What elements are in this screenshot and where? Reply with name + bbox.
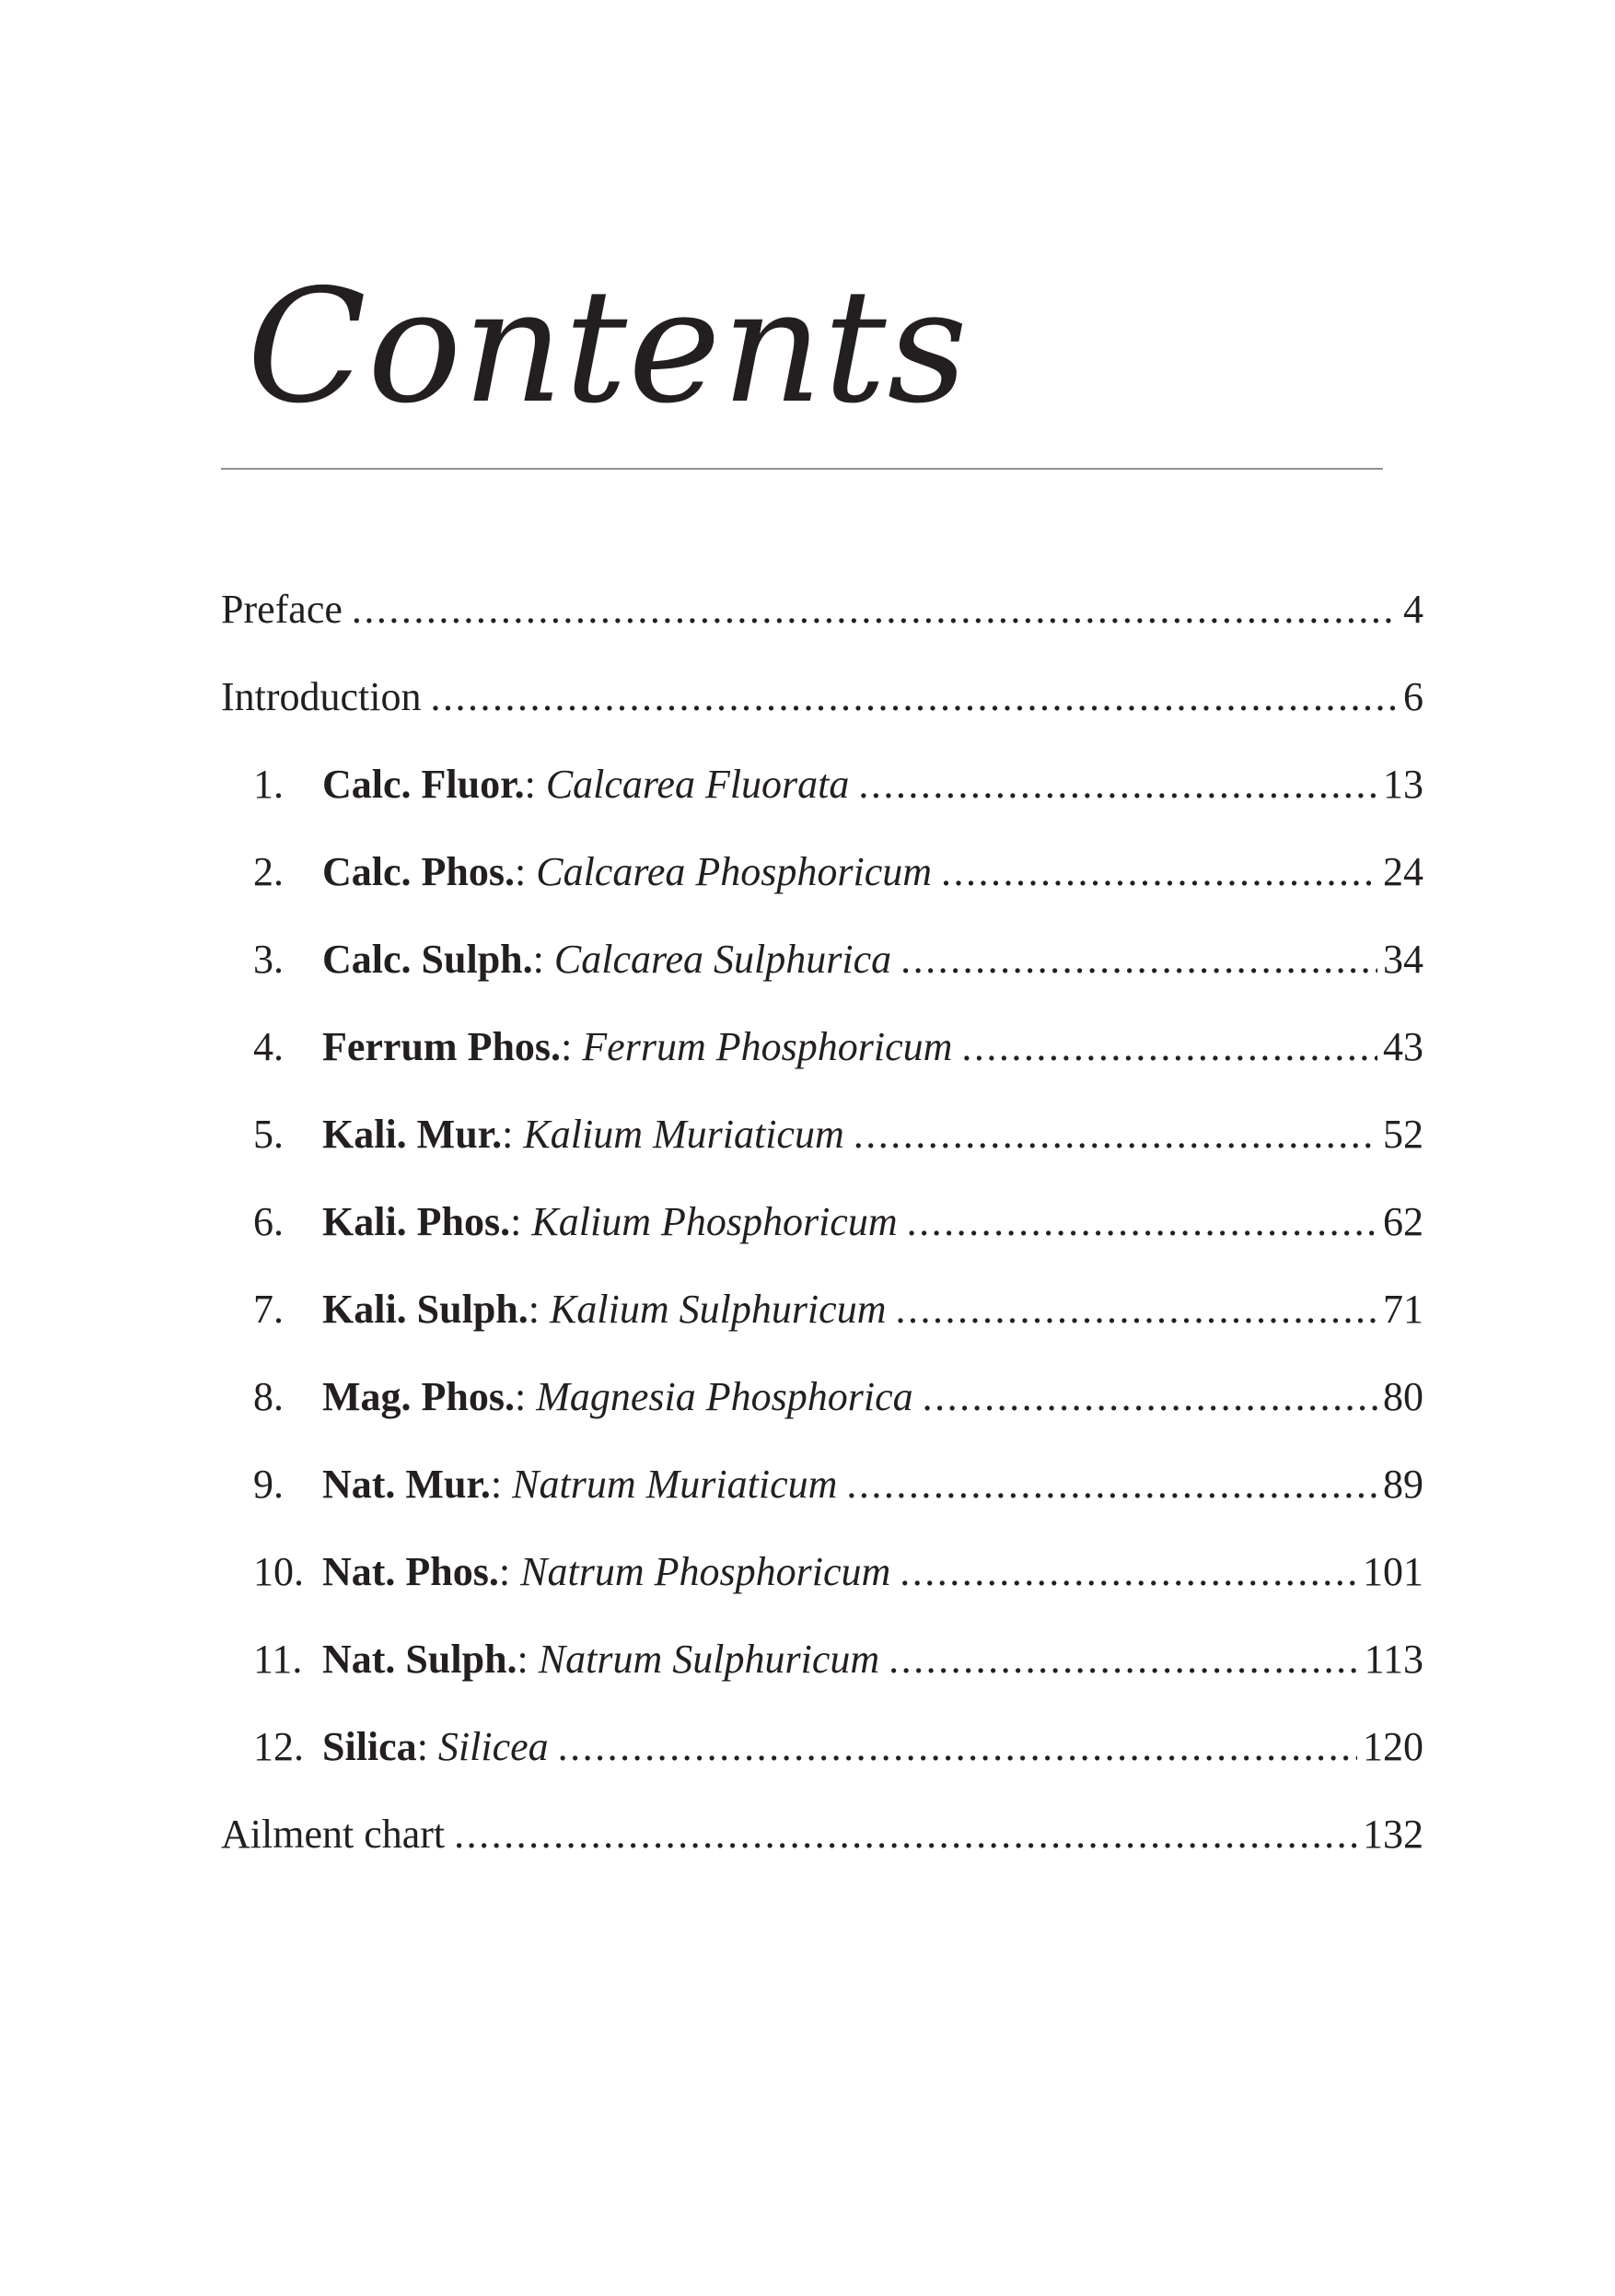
chapter-full-name: Kalium Phosphoricum	[531, 1199, 898, 1244]
toc-page-number: 80	[1383, 1374, 1423, 1419]
chapter-number: 3.	[253, 937, 284, 982]
chapter-abbreviation: Kali. Phos.	[322, 1199, 511, 1244]
toc-page-number: 120	[1363, 1724, 1423, 1769]
toc-page-number: 4	[1403, 587, 1423, 632]
toc-page-number: 6	[1403, 674, 1423, 719]
toc-chapter-3[interactable]	[221, 936, 1423, 1023]
dot-leader	[431, 673, 1398, 720]
chapter-number: 8.	[253, 1374, 284, 1419]
toc-chapter-4[interactable]	[221, 1023, 1423, 1111]
chapter-number: 7.	[253, 1287, 284, 1332]
chapter-title	[322, 1023, 952, 1070]
chapter-number: 11.	[253, 1637, 303, 1682]
chapter-separator: :	[528, 1287, 551, 1332]
dot-leader	[900, 936, 1377, 983]
chapter-number: 1.	[253, 762, 284, 807]
chapter-number: 5.	[253, 1112, 284, 1157]
toc-page-number: 62	[1383, 1199, 1423, 1244]
chapter-abbreviation: Nat. Mur.	[322, 1462, 491, 1507]
toc-chapter-9[interactable]	[221, 1461, 1423, 1548]
dot-leader	[907, 1198, 1377, 1245]
chapter-title	[322, 1373, 913, 1420]
chapter-full-name: Natrum Sulphuricum	[538, 1637, 880, 1682]
chapter-title	[322, 1111, 844, 1158]
toc-chapter-2[interactable]	[221, 848, 1423, 936]
chapter-abbreviation: Nat. Sulph.	[322, 1637, 517, 1682]
toc-page-number: 24	[1383, 849, 1423, 894]
chapter-separator: :	[515, 1374, 537, 1419]
chapter-separator: :	[515, 849, 537, 894]
chapter-number: 4.	[253, 1024, 284, 1069]
toc-chapter-8[interactable]	[221, 1373, 1423, 1461]
chapter-title	[322, 1198, 898, 1245]
chapter-full-name: Natrum Phosphoricum	[520, 1549, 891, 1594]
chapter-title	[322, 761, 849, 808]
chapter-separator: :	[502, 1112, 524, 1157]
toc-entry-introduction[interactable]	[221, 673, 1423, 761]
chapter-number: 2.	[253, 849, 284, 894]
chapter-separator: :	[498, 1549, 521, 1594]
chapter-number: 6.	[253, 1199, 284, 1244]
toc-chapter-5[interactable]	[221, 1111, 1423, 1198]
toc-entry-label: Ailment chart	[221, 1812, 446, 1857]
toc-chapter-11[interactable]	[221, 1636, 1423, 1723]
title-divider	[221, 468, 1383, 470]
chapter-abbreviation: Kali. Mur.	[322, 1112, 503, 1157]
chapter-abbreviation: Mag. Phos.	[322, 1374, 515, 1419]
dot-leader	[895, 1286, 1377, 1333]
toc-page-number: 113	[1364, 1637, 1423, 1682]
toc-chapter-6[interactable]	[221, 1198, 1423, 1286]
page-title: Contents	[247, 256, 969, 438]
dot-leader	[454, 1811, 1357, 1858]
chapter-title	[322, 848, 932, 895]
toc-page-number: 52	[1383, 1112, 1423, 1157]
chapter-abbreviation: Ferrum Phos.	[322, 1024, 562, 1069]
chapter-separator: :	[416, 1724, 438, 1769]
dot-leader	[941, 848, 1377, 895]
dot-leader	[858, 761, 1377, 808]
dot-leader	[923, 1373, 1377, 1420]
dot-leader	[352, 586, 1398, 633]
chapter-title	[322, 1461, 837, 1508]
chapter-separator: :	[524, 762, 546, 807]
chapter-full-name: Calcarea Sulphurica	[553, 937, 892, 982]
chapter-title	[322, 1723, 549, 1770]
dot-leader	[558, 1723, 1357, 1770]
chapter-full-name: Kalium Sulphuricum	[550, 1287, 887, 1332]
toc-chapter-1[interactable]	[221, 761, 1423, 848]
chapter-abbreviation: Calc. Fluor.	[322, 762, 525, 807]
toc-page-number: 13	[1383, 762, 1423, 807]
chapter-separator: :	[517, 1637, 539, 1682]
chapter-separator: :	[532, 937, 554, 982]
toc-entry-label: Preface	[221, 587, 343, 632]
table-of-contents	[221, 586, 1423, 1898]
toc-chapter-10[interactable]	[221, 1548, 1423, 1636]
chapter-abbreviation: Nat. Phos.	[322, 1549, 499, 1594]
toc-page-number: 89	[1383, 1462, 1423, 1507]
dot-leader	[961, 1023, 1377, 1070]
chapter-full-name: Silicea	[437, 1724, 549, 1769]
chapter-full-name: Magnesia Phosphorica	[536, 1374, 913, 1419]
dot-leader	[889, 1636, 1358, 1683]
chapter-abbreviation: Silica	[322, 1724, 417, 1769]
toc-page-number: 71	[1383, 1287, 1423, 1332]
chapter-number: 10.	[253, 1549, 304, 1594]
toc-chapter-7[interactable]	[221, 1286, 1423, 1373]
chapter-separator: :	[490, 1462, 513, 1507]
toc-chapter-12[interactable]	[221, 1723, 1423, 1811]
toc-page-number: 43	[1383, 1024, 1423, 1069]
chapter-full-name: Calcarea Phosphoricum	[536, 849, 933, 894]
chapter-full-name: Ferrum Phosphoricum	[582, 1024, 953, 1069]
chapter-abbreviation: Calc. Sulph.	[322, 937, 533, 982]
chapter-title	[322, 1286, 886, 1333]
toc-page-number: 101	[1363, 1549, 1423, 1594]
dot-leader	[900, 1548, 1357, 1595]
chapter-number: 12.	[253, 1724, 304, 1769]
chapter-full-name: Kalium Muriaticum	[523, 1112, 844, 1157]
chapter-title	[322, 936, 891, 983]
toc-entry-label: Introduction	[221, 674, 422, 719]
chapter-full-name: Natrum Muriaticum	[512, 1462, 838, 1507]
toc-page-number: 132	[1363, 1812, 1423, 1857]
chapter-full-name: Calcarea Fluorata	[545, 762, 850, 807]
toc-entry-ailment-chart[interactable]	[221, 1811, 1423, 1898]
toc-page-number: 34	[1383, 937, 1423, 982]
chapter-abbreviation: Calc. Phos.	[322, 849, 515, 894]
chapter-separator: :	[510, 1199, 532, 1244]
chapter-title	[322, 1636, 879, 1683]
chapter-abbreviation: Kali. Sulph.	[322, 1287, 529, 1332]
chapter-title	[322, 1548, 890, 1595]
toc-entry-preface[interactable]	[221, 586, 1423, 673]
chapter-number: 9.	[253, 1462, 284, 1507]
chapter-separator: :	[561, 1024, 583, 1069]
dot-leader	[854, 1111, 1377, 1158]
dot-leader	[846, 1461, 1377, 1508]
